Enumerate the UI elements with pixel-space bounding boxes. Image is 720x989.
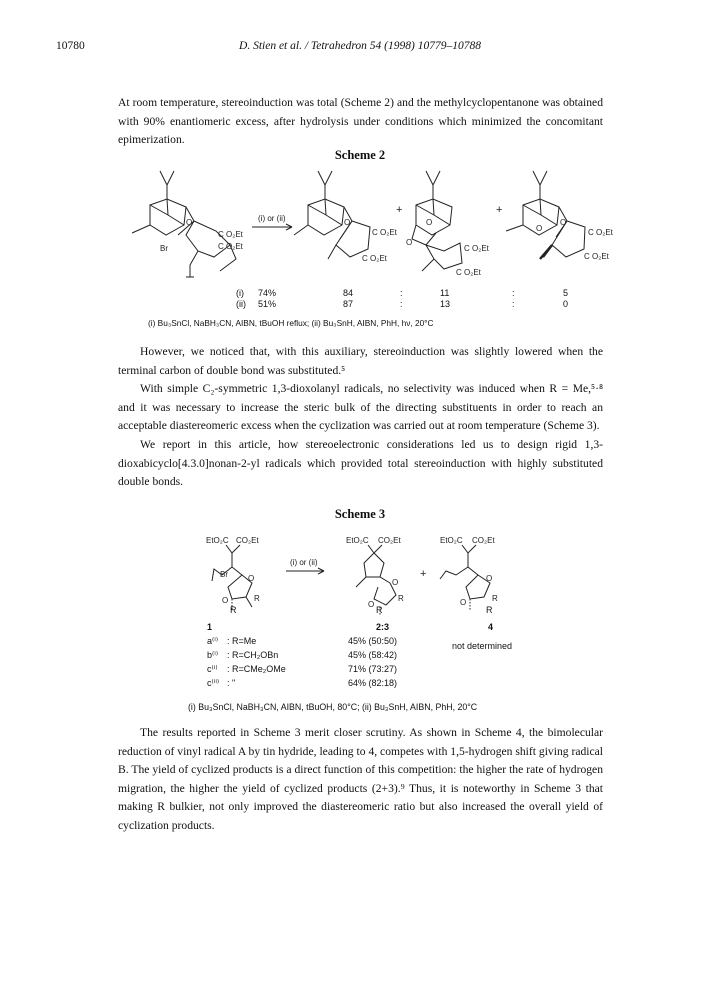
plus-sign: +	[396, 204, 403, 216]
co2et-label: C O₂Et	[464, 244, 489, 253]
o-label: O	[426, 218, 433, 227]
plus-sign: +	[496, 204, 503, 216]
co2et-label: C O₂Et	[456, 268, 481, 277]
page-number: 10780	[56, 40, 85, 52]
o-label: O	[406, 238, 413, 247]
co2et-label: CO₂Et	[472, 536, 495, 545]
paragraph-design: We report in this article, how stereoelectronic considerations led us to design rigid 1,3-dioxabicyclo[4.3.0]nonan-2-yl radicals which provided total stereoinduction with highly substituted double bonds.	[118, 438, 603, 488]
yield-product-2: 11	[440, 288, 450, 298]
r-substituent-label: R	[492, 594, 498, 603]
scheme3-arrow	[286, 558, 324, 574]
yield-ratio: 45% (50:50)	[348, 636, 398, 646]
substituent-definition: : R=Me	[227, 636, 257, 646]
paragraph-intro: At room temperature, stereoinduction was total (Scheme 2) and the methylcyclopentanone was obtained with 90% enantiomeric excess, after hydrolysis under conditions which minimized the concomitant epimerization.	[118, 96, 603, 146]
scheme2-product-3	[506, 171, 614, 261]
yield-ratio: 64% (82:18)	[348, 678, 398, 688]
co2et-label: C O₂Et	[362, 254, 387, 263]
eto2c-label: EtO₂C	[440, 536, 463, 545]
scheme3-cyclized-product	[346, 536, 426, 615]
substituent-definition: : "	[227, 678, 236, 688]
r-substituent-label: R	[254, 594, 260, 603]
entry-label: a⁽ⁱ⁾	[207, 636, 219, 646]
yield-total: 74%	[258, 288, 277, 298]
scheme2-arrow	[252, 214, 292, 230]
co2et-label: C O₂Et	[584, 252, 609, 261]
r-substituent-label: R	[230, 605, 237, 615]
o-label: O	[186, 218, 193, 227]
yield-condition: (ii)	[236, 299, 246, 309]
arrow-condition-label: (i) or (ii)	[258, 214, 286, 223]
co2et-label: C O₂Et	[218, 242, 243, 251]
plus-sign: +	[420, 568, 427, 580]
entry-label: c⁽ⁱ⁾	[207, 664, 218, 674]
yield-product-3: 5	[563, 288, 569, 298]
ratio-separator: :	[512, 288, 515, 298]
substituent-definition: : R=CMe₂OMe	[227, 664, 286, 674]
scheme-2-conditions: (i) Bu₃SnCl, NaBH₃CN, AIBN, tBuOH reflux; (ii) Bu₃SnH, AIBN, PhH, hν, 20°C	[148, 318, 434, 328]
yield-ratio: 71% (73:27)	[348, 664, 398, 674]
o-label: O	[536, 224, 543, 233]
paragraph-results: The results reported in Scheme 3 merit closer scrutiny. As shown in Scheme 4, the bimolecular reduction of vinyl radical A by tin hydride, leading to 4, competes with 1,5-hydrogen shift giving radical B. The yield of cyclized products is a direct function of this competition: the higher the rate of hydrogen migration, the higher the yield of cyclized products (2+3).⁹ Thus, it is noteworthy in Scheme 3 that making R bulkier, not only improved the diastereomeric ratio but also increased the overall yield of cyclization products.	[118, 726, 603, 832]
eto2c-label: EtO₂C	[206, 536, 229, 545]
scheme-2-structures	[0, 165, 720, 290]
co2et-label: C O₂Et	[372, 228, 397, 237]
r-substituent-label: R	[486, 605, 493, 615]
o-label: O	[392, 578, 399, 587]
o-label: O	[248, 574, 255, 583]
bromo-label: Br	[160, 244, 168, 253]
co2et-label: C O₂Et	[588, 228, 613, 237]
o-label: O	[344, 218, 351, 227]
yield-product-1: 84	[343, 288, 354, 298]
paragraph-substitution: However, we noticed that, with this auxiliary, stereoinduction was slightly lowered when the terminal carbon of double bond was substituted.⁵	[118, 345, 603, 377]
yield-ratio: 45% (58:42)	[348, 650, 398, 660]
o-label: O	[368, 600, 375, 609]
co2et-label: C O₂Et	[218, 230, 243, 239]
scheme3-reduced-product	[440, 536, 498, 611]
yield-product-1: 87	[343, 299, 354, 309]
compound-number-4: 4	[488, 622, 494, 632]
o-label: O	[222, 596, 229, 605]
scheme-2-title: Scheme 2	[334, 148, 386, 162]
not-determined-note: not determined	[452, 641, 513, 651]
scheme-3-title: Scheme 3	[334, 507, 386, 521]
yield-product-2: 13	[440, 299, 451, 309]
bromo-label: Br	[220, 570, 228, 579]
paragraph-dioxolanyl: With simple C₂-symmetric 1,3-dioxolanyl radicals, no selectivity was induced when R = Me,⁵·⁸ and it was necessary to increase the steric bulk of the directing substituents in order to reach an acceptable diastereomeric excess when the cyclization was carried out at room temperature (Scheme 3).	[118, 382, 603, 432]
eto2c-label: EtO₂C	[346, 536, 369, 545]
co2et-label: CO₂Et	[236, 536, 259, 545]
ratio-separator: :	[400, 288, 403, 298]
scheme-3-structures	[0, 527, 720, 619]
yield-total: 51%	[258, 299, 277, 309]
scheme-3-conditions: (i) Bu₃SnCl, NaBH₃CN, AIBN, tBuOH, 80°C; (ii) Bu₃SnH, AIBN, PhH, 20°C	[188, 702, 478, 712]
yield-product-3: 0	[563, 299, 569, 309]
compound-number-2-3: 2:3	[376, 622, 390, 632]
scheme2-starting-material	[132, 171, 244, 277]
scheme2-product-1	[294, 171, 402, 263]
compound-number-1: 1	[207, 622, 213, 632]
o-label: O	[486, 574, 493, 583]
ratio-separator: :	[512, 299, 515, 309]
arrow-condition-label: (i) or (ii)	[290, 558, 318, 567]
running-citation: D. Stien et al. / Tetrahedron 54 (1998) 10779–10788	[239, 40, 481, 52]
entry-label: c⁽ⁱⁱ⁾	[207, 678, 220, 688]
ratio-separator: :	[400, 299, 403, 309]
r-substituent-label: R	[376, 605, 383, 615]
scheme2-product-2	[406, 171, 502, 277]
co2et-label: CO₂Et	[378, 536, 401, 545]
o-label: O	[560, 218, 567, 227]
o-label: O	[460, 598, 467, 607]
yield-condition: (i)	[236, 288, 244, 298]
r-substituent-label: R	[398, 594, 404, 603]
scheme3-starting-material	[206, 536, 260, 611]
entry-label: b⁽ⁱ⁾	[207, 650, 219, 660]
substituent-definition: : R=CH₂OBn	[227, 650, 279, 660]
